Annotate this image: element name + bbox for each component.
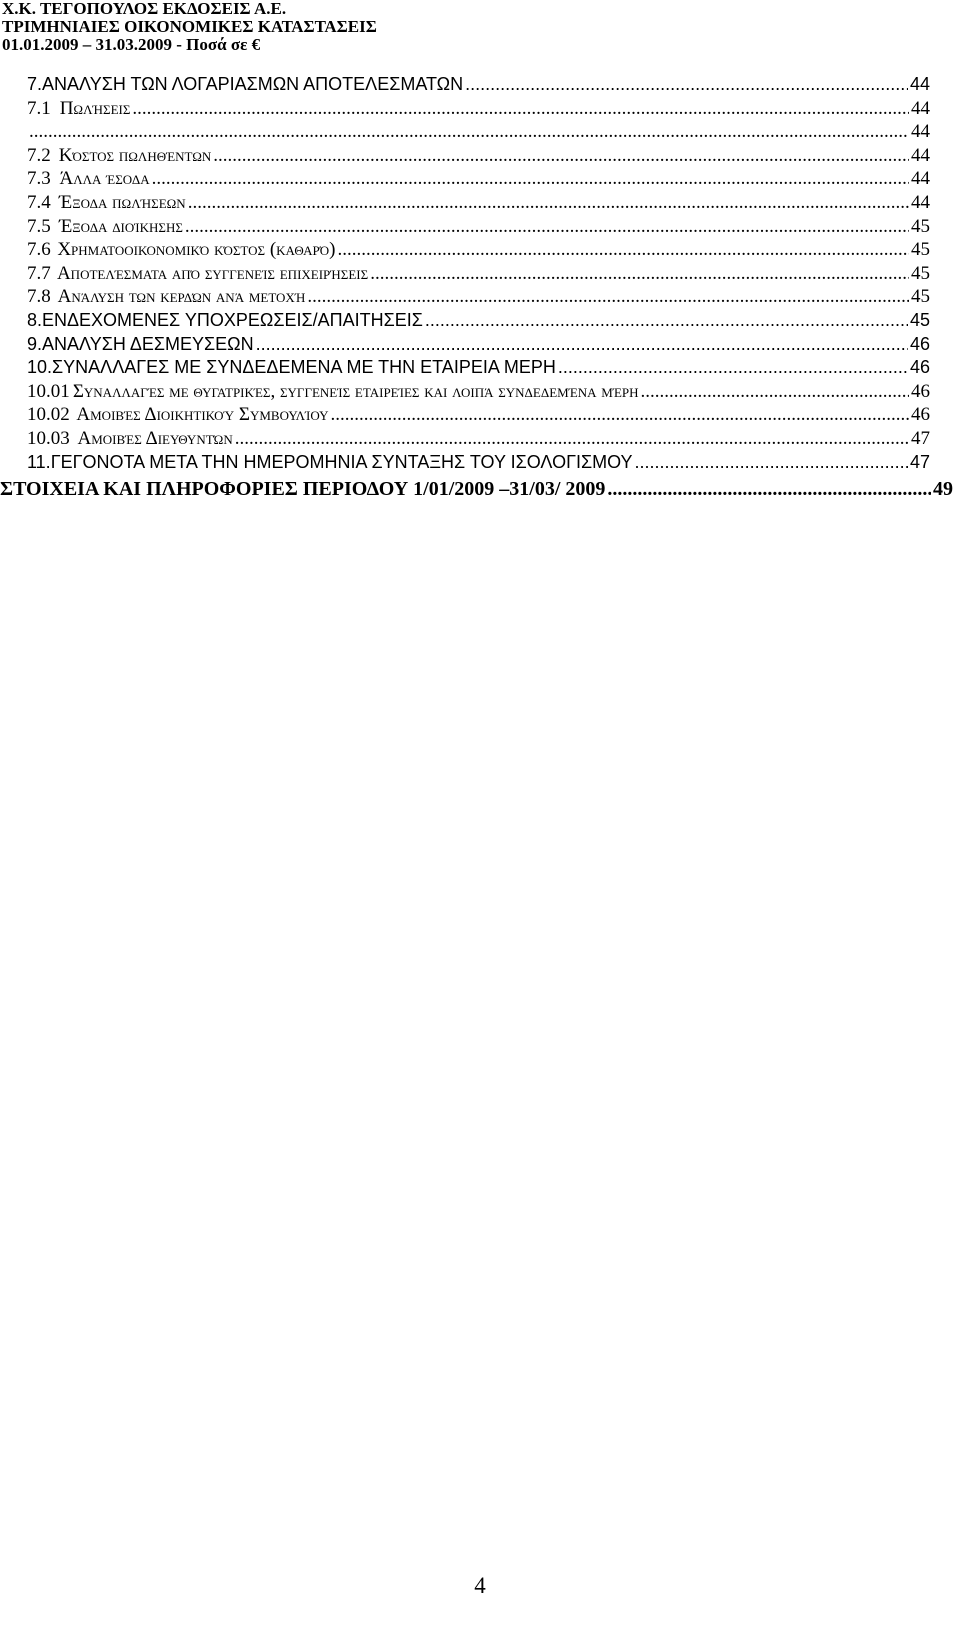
toc-entry-page: 47 bbox=[909, 451, 930, 472]
toc-entry-number: 7.3 bbox=[27, 168, 51, 190]
dot-leader bbox=[132, 98, 909, 120]
toc-entry-7-3[interactable] bbox=[27, 168, 930, 192]
toc-entry-number: 10.03 bbox=[27, 427, 70, 449]
toc-entry-9[interactable] bbox=[27, 334, 930, 358]
toc-entry-title: ΣΥΝΑΛΛΑΓΕΣ ΜΕ ΣΥΝΔΕΔΕΜΕΝΑ ΜΕ ΤΗΝ ΕΤΑΙΡΕΙΑ ΜΕΡΗ bbox=[52, 357, 556, 378]
toc-entry-title: Έξοδα διοίκησης bbox=[59, 215, 183, 237]
toc-entry-number: 7.8 bbox=[27, 286, 51, 308]
toc-entry-page: 46 bbox=[909, 333, 930, 354]
toc-entry-number: 7.1 bbox=[27, 97, 51, 119]
toc-entry-page: 46 bbox=[911, 404, 930, 426]
toc-entry-8[interactable] bbox=[27, 310, 930, 334]
toc-entry-10[interactable] bbox=[27, 357, 930, 381]
toc-entry-title: Χρηματοοικονομικό κόστος (καθαρό) bbox=[57, 239, 336, 261]
toc-entry-number: 7.7 bbox=[27, 262, 51, 284]
toc-entry-page: 45 bbox=[909, 309, 930, 330]
toc-entry-page: 44 bbox=[911, 191, 930, 213]
toc-entry-page: 44 bbox=[911, 168, 930, 190]
dot-leader bbox=[188, 192, 909, 214]
dot-leader bbox=[256, 334, 908, 355]
dot-leader bbox=[307, 286, 909, 308]
toc-entry-10-01[interactable] bbox=[27, 381, 930, 405]
toc-entry-number: 11. bbox=[27, 451, 51, 472]
toc-entry-title: Κόστος πωληθέντων bbox=[58, 144, 212, 166]
toc-entry-number: 7.5 bbox=[27, 215, 51, 237]
toc-entry-blank[interactable] bbox=[27, 121, 930, 145]
toc-entry-page: 44 bbox=[909, 74, 930, 94]
report-period: 01.01.2009 – 31.03.2009 - Ποσά σε € bbox=[2, 35, 261, 54]
dot-leader bbox=[607, 478, 931, 501]
dot-leader bbox=[235, 428, 909, 450]
toc-entry-page: 46 bbox=[909, 357, 930, 378]
page-number: 4 bbox=[474, 1573, 486, 1598]
toc-entry-7-7[interactable] bbox=[27, 263, 930, 287]
toc-entry-page: 47 bbox=[911, 427, 930, 449]
dot-leader bbox=[338, 239, 910, 261]
dot-leader bbox=[152, 168, 909, 190]
toc-entry-page: 44 bbox=[911, 97, 930, 119]
toc-entry-7-4[interactable] bbox=[27, 192, 930, 216]
toc-entry-page: 45 bbox=[911, 286, 930, 308]
report-title: ΤΡΙΜΗΝΙΑΙΕΣ ΟΙΚΟΝΟΜΙΚΕΣ ΚΑΤΑΣΤΑΣΕΙΣ bbox=[2, 17, 377, 36]
toc-major-page: 49 bbox=[933, 478, 953, 500]
publisher-name: Χ.Κ. ΤΕΓΟΠΟΥΛΟΣ ΕΚΔΟΣΕΙΣ Α.Ε. bbox=[2, 0, 287, 18]
toc-entry-7-2[interactable] bbox=[27, 145, 930, 169]
toc-entry-7-5[interactable] bbox=[27, 216, 930, 240]
toc-entry-7-1[interactable] bbox=[27, 98, 930, 122]
dot-leader bbox=[640, 381, 909, 403]
toc-entry-title: Συναλλαγές με θυγατρικές, συγγενείς εταιρείες και λοιπά συνδεδεμένα μέρη bbox=[72, 380, 639, 402]
toc-entry-title: ΕΝΔΕΧΟΜΕΝΕΣ ΥΠΟΧΡΕΩΣΕΙΣ/ΑΠΑΙΤΗΣΕΙΣ bbox=[42, 309, 423, 330]
toc-entry-7-6[interactable] bbox=[27, 239, 930, 263]
toc-major-entry[interactable] bbox=[0, 478, 953, 501]
toc-entry-number: 8. bbox=[27, 309, 43, 330]
toc-entry-title: Πωλήσεις bbox=[59, 97, 131, 119]
toc-entry-page: 45 bbox=[911, 262, 930, 284]
toc-entry-title: Αμοιβές Διοικητικού Συμβουλίου bbox=[76, 404, 329, 426]
dot-leader bbox=[465, 74, 908, 95]
toc-entry-title: ΑΝΑΛΥΣΗ ΤΩΝ ΛΟΓΑΡΙΑΣΜΩΝ ΑΠΟΤΕΛΕΣΜΑΤΩΝ bbox=[42, 74, 464, 94]
table-of-contents bbox=[27, 74, 930, 475]
toc-entry-number: 10.01 bbox=[27, 380, 70, 402]
toc-entry-title: Ανάλυση των κερδών ανά μετοχή bbox=[57, 286, 306, 308]
toc-entry-number: 10. bbox=[27, 357, 53, 378]
toc-entry-title: ΑΝΑΛΥΣΗ ΔΕΣΜΕΥΣΕΩΝ bbox=[42, 333, 254, 354]
dot-leader bbox=[558, 357, 908, 378]
toc-entry-title: ΓΕΓΟΝΟΤΑ ΜΕΤΑ ΤΗΝ ΗΜΕΡΟΜΗΝΙΑ ΣΥΝΤΑΞΗΣ ΤΟΥ ΙΣΟΛΟΓΙΣΜΟΥ bbox=[50, 451, 633, 472]
toc-entry-number: 9. bbox=[27, 333, 43, 354]
toc-major-title: ΣΤΟΙΧΕΙΑ ΚΑΙ ΠΛΗΡΟΦΟΡΙΕΣ ΠΕΡΙΟΔΟΥ 1/01/2009 –31/03/ 2009 bbox=[0, 478, 606, 500]
toc-entry-page: 46 bbox=[911, 380, 930, 402]
document-header bbox=[2, 0, 377, 54]
dot-leader bbox=[331, 404, 910, 426]
dot-leader bbox=[425, 310, 908, 331]
toc-entry-number: 7.6 bbox=[27, 239, 51, 261]
toc-entry-10-02[interactable] bbox=[27, 404, 930, 428]
toc-entry-page: 45 bbox=[911, 239, 930, 261]
toc-entry-title: Έξοδα πωλήσεων bbox=[59, 191, 186, 213]
toc-entry-10-03[interactable] bbox=[27, 428, 930, 452]
dot-leader bbox=[213, 145, 909, 167]
toc-entry-11[interactable] bbox=[27, 452, 930, 476]
toc-entry-7-8[interactable] bbox=[27, 286, 930, 310]
toc-entry-title: Αποτελέσματα από συγγενείς επιχειρήσεις bbox=[56, 262, 369, 284]
toc-entry-page: 45 bbox=[911, 215, 930, 237]
toc-entry-7[interactable] bbox=[27, 74, 930, 98]
toc-entry-title: Αμοιβές Διευθυντών bbox=[77, 427, 233, 449]
dot-leader bbox=[370, 263, 909, 285]
toc-entry-number: 7.4 bbox=[27, 191, 51, 213]
toc-entry-page: 44 bbox=[911, 121, 930, 143]
dot-leader bbox=[185, 216, 909, 238]
toc-entry-number: 7. bbox=[27, 74, 43, 94]
toc-entry-title: Άλλα έσοδα bbox=[59, 168, 150, 190]
dot-leader bbox=[635, 452, 908, 473]
toc-entry-number: 7.2 bbox=[27, 144, 51, 166]
toc-entry-number: 10.02 bbox=[27, 404, 70, 426]
dot-leader bbox=[29, 121, 909, 143]
toc-entry-page: 44 bbox=[911, 144, 930, 166]
